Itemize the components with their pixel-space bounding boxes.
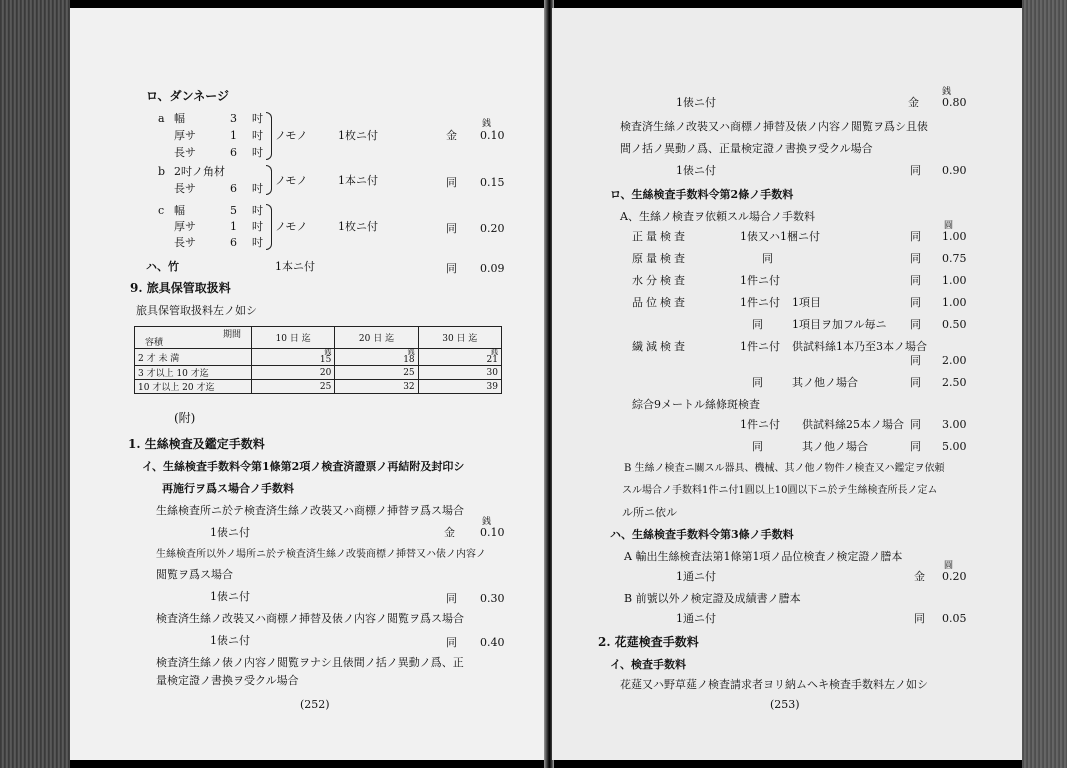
- item-c-currency: 同: [446, 222, 457, 235]
- table-cell: 15: [319, 355, 332, 365]
- item-a-unit-1: 吋: [252, 112, 263, 125]
- ha-a-per: 1通ニ付: [676, 570, 716, 583]
- fee-currency: 同: [910, 318, 921, 331]
- item-a-currency: 金: [446, 129, 457, 142]
- page-number-left: (252): [300, 698, 330, 711]
- fee-price: 0.75: [942, 252, 967, 265]
- item-b-dim-2: 長サ: [174, 182, 196, 195]
- item-c-val-2: 1: [230, 220, 237, 233]
- ha-b-per: 1通ニ付: [676, 612, 716, 625]
- b-text-end: ル所ニ依ル: [622, 506, 677, 519]
- heading-ro-dunnage: ロ、ダンネージ: [146, 89, 230, 103]
- brace: [266, 204, 272, 250]
- fee-currency: 同: [910, 354, 921, 367]
- ha-a-price: 0.20: [942, 570, 967, 583]
- fee-price: 1.00: [942, 274, 967, 287]
- fee-name: 水分検査: [632, 274, 688, 287]
- item-b-currency: 同: [446, 176, 457, 189]
- case-2-text: 生絲検査所以外ノ場所ニ於テ検査済生絲ノ改裝商標ノ挿替又ハ俵ノ内容ノ: [156, 549, 486, 560]
- case-3-text: 検査済生絲ノ改裝又ハ商標ノ挿替及俵ノ内容ノ閲覧ヲ爲ス場合: [156, 612, 464, 625]
- book-edge-left: [0, 0, 70, 768]
- item-a-dim-3: 長サ: [174, 146, 196, 159]
- fee-currency: 同: [910, 252, 921, 265]
- item-a-unit-2: 吋: [252, 129, 263, 142]
- table-cell: 32: [335, 380, 418, 394]
- r1-price: 0.80: [942, 96, 967, 109]
- item-c-val-3: 6: [230, 236, 237, 249]
- ha-b-text: B 前號以外ノ検定證及成績書ノ謄本: [624, 592, 801, 605]
- r2-per: 1俵ニ付: [676, 164, 716, 177]
- sen-unit-label: 銭: [942, 87, 952, 97]
- item-c-val-1: 5: [230, 204, 237, 217]
- r2-currency: 同: [910, 164, 921, 177]
- sogo-condition: 其ノ他ノ場合: [802, 440, 868, 453]
- table-row-label: 3 才以上 10 才迄: [135, 366, 252, 380]
- r2-text: 検査済生絲ノ改裝又ハ商標ノ挿替及俵ノ内容ノ閲覧ヲ爲シ且俵: [620, 120, 928, 133]
- item-b-per: 1本ニ付: [338, 174, 378, 187]
- fee-per: 同: [752, 376, 763, 389]
- fee-currency: 同: [910, 274, 921, 287]
- yen-unit-label: 圓: [944, 221, 954, 231]
- item-a-dim-2: 厚サ: [174, 129, 196, 142]
- case-3-price: 0.40: [480, 636, 505, 649]
- brace: [266, 112, 272, 160]
- fee-condition: 供試料絲1本乃至3本ノ場合: [792, 340, 927, 353]
- book-edge-right: [1022, 0, 1067, 768]
- case-1-currency: 金: [444, 526, 455, 539]
- item-a-val-3: 6: [230, 146, 237, 159]
- fee-currency: 同: [910, 230, 921, 243]
- fee-condition: 1項目ヲ加フル毎ニ: [792, 318, 887, 331]
- table-corner-top: 期間: [222, 330, 241, 340]
- section-2-title: 2. 花莚検査手数料: [598, 635, 699, 649]
- item-b-price: 0.15: [480, 176, 505, 189]
- section-9-subtitle: 旅具保管取扱料左ノ如シ: [136, 304, 257, 317]
- r2-price: 0.90: [942, 164, 967, 177]
- item-b-dim-1: 2吋ノ角材: [174, 165, 225, 178]
- table-cell: 25: [335, 366, 418, 380]
- fee-currency: 同: [910, 296, 921, 309]
- i-text: 花莚又ハ野草莚ノ検査請求者ヨリ納ムヘキ検査手数料左ノ如シ: [620, 678, 928, 691]
- right-page: [552, 8, 1022, 760]
- fee-name: 原量検査: [632, 252, 688, 265]
- sogo-per: 同: [752, 440, 763, 453]
- item-c-mark: c: [158, 204, 165, 217]
- sogo-price: 3.00: [942, 418, 967, 431]
- sen-unit-label: 銭: [482, 119, 492, 129]
- ha-b-price: 0.05: [942, 612, 967, 625]
- table-unit-sen: 銭: [324, 348, 332, 356]
- ha-a-currency: 金: [914, 570, 925, 583]
- fee-price: 1.00: [942, 230, 967, 243]
- table-unit-sen: 銭: [491, 348, 498, 356]
- table-row-label: 2 才 未 満: [135, 349, 252, 366]
- case-1-per: 1俵ニ付: [210, 526, 250, 539]
- sogo-condition: 供試料絲25本ノ場合: [802, 418, 904, 431]
- case-2-price: 0.30: [480, 592, 505, 605]
- sogo-per: 1件ニ付: [740, 418, 780, 431]
- heading-ro-article-2: ロ、生絲検査手数料令第2條ノ手数料: [610, 188, 794, 201]
- item-b-val-2: 6: [230, 182, 237, 195]
- fee-price: 0.50: [942, 318, 967, 331]
- case-3-currency: 同: [446, 636, 457, 649]
- table-unit-sen: 銭: [407, 348, 415, 356]
- storage-fee-table: [134, 326, 502, 394]
- fee-per: 同: [752, 318, 763, 331]
- item-a-val-2: 1: [230, 129, 237, 142]
- fee-per: 1俵又ハ1梱ニ付: [740, 230, 820, 243]
- item-a-desc: ノモノ: [275, 129, 308, 142]
- case-2-text-cont: 閲覧ヲ爲ス場合: [156, 568, 233, 581]
- item-c-unit-3: 吋: [252, 236, 263, 249]
- item-c-unit-1: 吋: [252, 204, 263, 217]
- item-c-per: 1枚ニ付: [338, 220, 378, 233]
- table-col-header: 10 日 迄: [252, 327, 335, 349]
- sen-unit-label: 銭: [482, 517, 492, 527]
- sogo-price: 5.00: [942, 440, 967, 453]
- sogo-currency: 同: [910, 440, 921, 453]
- table-corner-cell: [135, 327, 252, 349]
- table-col-header: 30 日 迄: [418, 327, 501, 349]
- item-a-dim-1: 幅: [174, 112, 185, 125]
- item-a-per: 1枚ニ付: [338, 129, 378, 142]
- table-row-label: 10 才以上 20 才迄: [135, 380, 252, 394]
- item-a-val-1: 3: [230, 112, 237, 125]
- heading-ha-article-3: ハ、生絲検査手数料令第3條ノ手数料: [610, 528, 794, 541]
- table-corner-bottom: 容積: [145, 338, 164, 348]
- section-1-title: 1. 生絲検査及鑑定手数料: [128, 437, 265, 451]
- brace: [266, 165, 272, 195]
- fee-price: 2.00: [942, 354, 967, 367]
- bamboo-price: 0.09: [480, 262, 505, 275]
- case-2-per: 1俵ニ付: [210, 590, 250, 603]
- fee-price: 1.00: [942, 296, 967, 309]
- fee-per: 同: [762, 252, 773, 265]
- item-c-dim-1: 幅: [174, 204, 185, 217]
- ha-b-currency: 同: [914, 612, 925, 625]
- case-1-price: 0.10: [480, 526, 505, 539]
- ha-a-text: A 輸出生絲検査法第1條第1項ノ品位検査ノ検定證ノ謄本: [624, 550, 903, 563]
- fee-per: 1件ニ付: [740, 296, 780, 309]
- item-c-dim-3: 長サ: [174, 236, 196, 249]
- fee-name: 品位検査: [632, 296, 688, 309]
- heading-i-inspection-fee: イ、検査手数料: [610, 658, 687, 671]
- bamboo-per: 1本ニ付: [275, 260, 315, 273]
- fee-price: 2.50: [942, 376, 967, 389]
- table-row: [135, 349, 502, 366]
- b-text-cont: スル場合ノ手数料1件ニ付1圓以上10圓以下ニ於テ生絲検査所長ノ定ム: [622, 485, 938, 496]
- heading-ha-bamboo: ハ、竹: [146, 260, 179, 273]
- item-b-desc: ノモノ: [275, 174, 308, 187]
- fee-per: 1件ニ付: [740, 340, 780, 353]
- fee-condition: 1項目: [792, 296, 821, 309]
- fee-currency: 同: [910, 376, 921, 389]
- item-c-unit-2: 吋: [252, 220, 263, 233]
- page-number-right: (253): [770, 698, 800, 711]
- bamboo-currency: 同: [446, 262, 457, 275]
- table-cell: 39: [418, 380, 501, 394]
- table-cell: 20: [252, 366, 335, 380]
- r1-per: 1俵ニ付: [676, 96, 716, 109]
- item-c-dim-2: 厚サ: [174, 220, 196, 233]
- fee-name: 繊減検査: [632, 340, 688, 353]
- heading-i: イ、生絲検査手数料令第1條第2項ノ検査済證票ノ再結附及封印シ: [142, 460, 465, 473]
- table-cell: 21: [486, 355, 498, 365]
- case-2-currency: 同: [446, 592, 457, 605]
- item-a-mark: a: [158, 112, 165, 125]
- table-cell: 18: [403, 355, 415, 365]
- case-4-text-cont: 量検定證ノ書換ヲ受クル場合: [156, 674, 299, 687]
- item-b-unit-2: 吋: [252, 182, 263, 195]
- sogo-heading: 綜合9メートル絲條斑検査: [632, 398, 760, 411]
- item-a-unit-3: 吋: [252, 146, 263, 159]
- b-text: B 生絲ノ検査ニ關スル器具、機械、其ノ他ノ物件ノ検査又ハ鑑定ヲ依頼: [624, 463, 945, 474]
- case-3-per: 1俵ニ付: [210, 634, 250, 647]
- heading-i-cont: 再施行ヲ爲ス場合ノ手数料: [162, 482, 294, 495]
- case-4-text: 検査済生絲ノ俵ノ内容ノ閲覧ヲナシ且俵間ノ括ノ異動ノ爲、正: [156, 656, 464, 669]
- item-c-price: 0.20: [480, 222, 505, 235]
- sogo-currency: 同: [910, 418, 921, 431]
- item-c-desc: ノモノ: [275, 220, 308, 233]
- case-1-text: 生絲検査所ニ於テ検査済生絲ノ改裝又ハ商標ノ挿替ヲ爲ス場合: [156, 504, 464, 517]
- heading-a-request: A、生絲ノ検査ヲ依頼スル場合ノ手数料: [620, 210, 815, 223]
- table-cell: 25: [252, 380, 335, 394]
- r1-currency: 金: [908, 96, 919, 109]
- fee-name: 正量検査: [632, 230, 688, 243]
- fee-per: 1件ニ付: [740, 274, 780, 287]
- item-a-price: 0.10: [480, 129, 505, 142]
- section-9-title: 9. 旅具保管取扱料: [130, 281, 231, 295]
- fee-condition: 其ノ他ノ場合: [792, 376, 858, 389]
- left-page: [70, 8, 548, 760]
- r2-text-cont: 間ノ括ノ異動ノ爲、正量検定證ノ書換ヲ受クル場合: [620, 142, 873, 155]
- table-col-header: 20 日 迄: [335, 327, 418, 349]
- item-b-mark: b: [158, 165, 166, 178]
- table-row: [135, 380, 502, 394]
- table-cell: 30: [418, 366, 501, 380]
- table-row: [135, 366, 502, 380]
- yen-unit-label: 圓: [944, 561, 954, 571]
- appendix-label: (附): [174, 411, 196, 425]
